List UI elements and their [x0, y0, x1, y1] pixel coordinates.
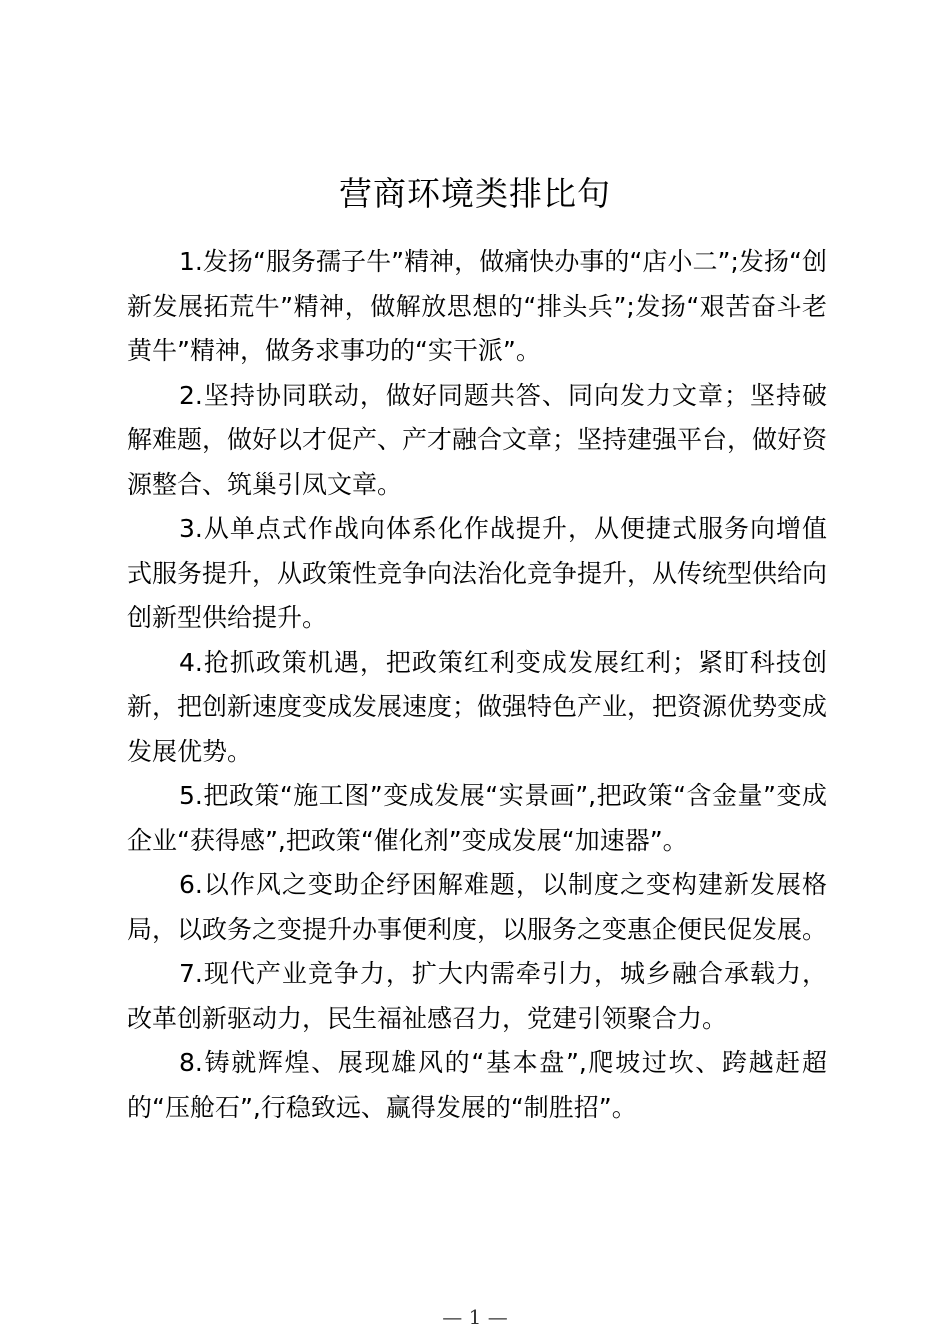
paragraph-3: 3.从单点式作战向体系化作战提升，从便捷式服务向增值式服务提升，从政策性竞争向法治化竞争提升，从传统型供给向创新型供给提升。	[127, 514, 828, 632]
paragraph-1: 1.发扬“服务孺子牛”精神，做痛快办事的“店小二”;发扬“创新发展拓荒牛”精神，做解放思想的“排头兵”;发扬“艰苦奋斗老黄牛”精神，做务求事功的“实干派”。	[127, 247, 827, 365]
paragraph-7: 7.现代产业竞争力，扩大内需牵引力，城乡融合承载力，改革创新驱动力，民生福祉感召力，党建引领聚合力。	[127, 959, 827, 1033]
paragraph-2: 2.坚持协同联动，做好同题共答、同向发力文章；坚持破解难题，做好以才促产、产才融合文章；坚持建强平台，做好资源整合、筑巢引凤文章。	[127, 380, 828, 499]
document-title: 营商环境类排比句	[339, 174, 611, 213]
paragraph-4: 4.抢抓政策机遇，把政策红利变成发展红利；紧盯科技创新，把创新速度变成发展速度；做强特色产业，把资源优势变成发展优势。	[127, 647, 828, 766]
paragraph-8: 8.铸就辉煌、展现雄风的“基本盘”,爬坡过坎、跨越赶超的“压舱石”,行稳致远、赢得发展的“制胜招”。	[127, 1048, 827, 1122]
paragraph-5: 5.把政策“施工图”变成发展“实景画”,把政策“含金量”变成企业“获得感”,把政策“催化剂”变成发展“加速器”。	[127, 781, 827, 855]
paragraph-6: 6.以作风之变助企纾困解难题，以制度之变构建新发展格局，以政务之变提升办事便利度，以服务之变惠企便民促发展。	[127, 870, 828, 944]
document-body	[127, 240, 827, 1130]
page-number: — 1 —	[442, 1305, 508, 1329]
